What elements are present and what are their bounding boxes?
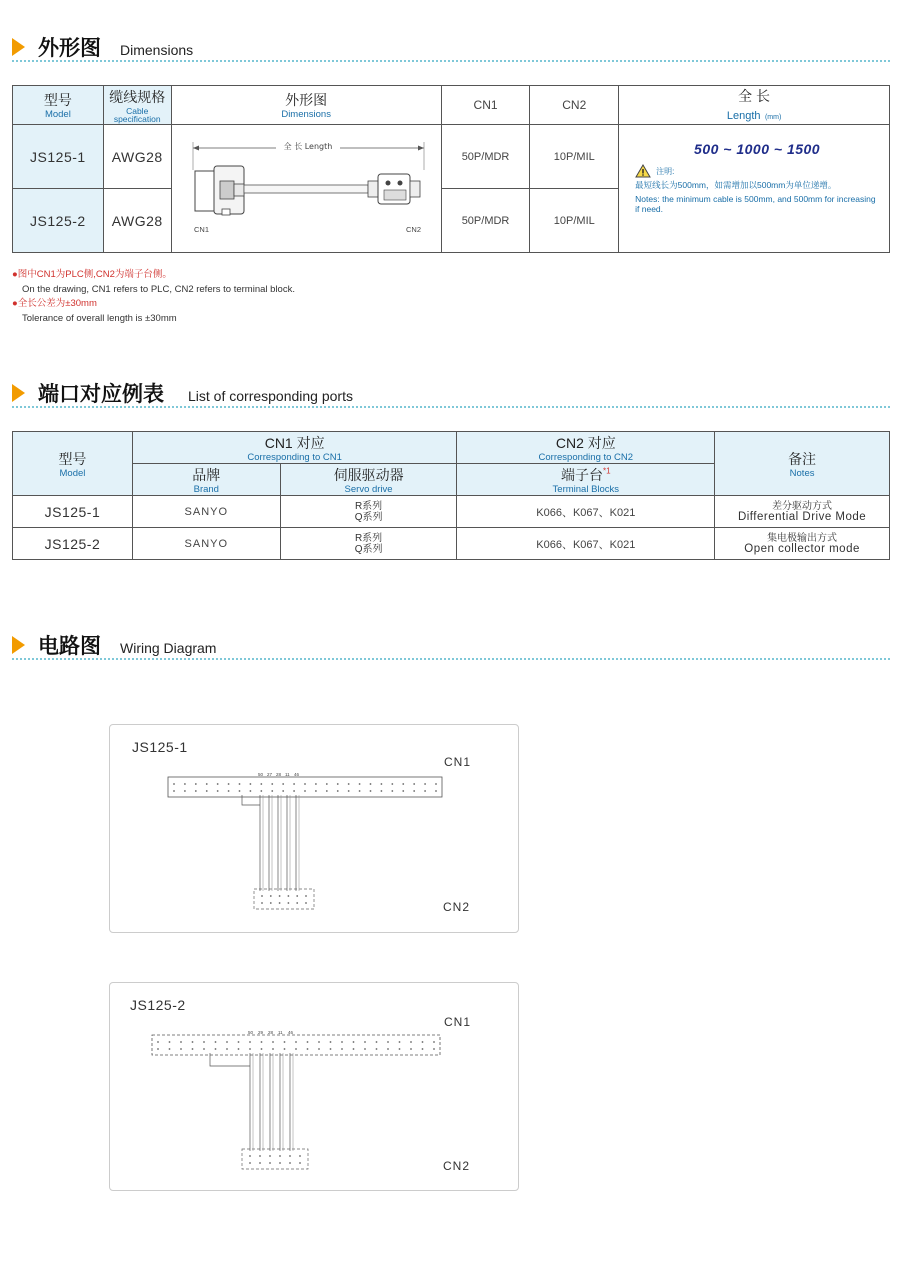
diagram-cn1-label: CN1 — [444, 1015, 472, 1029]
cn1-pin — [370, 783, 372, 785]
pin-number-label: 50 — [258, 772, 264, 777]
diagram-title: JS125-2 — [130, 997, 186, 1013]
cn1-pin-strip — [168, 777, 442, 797]
length-label: 全 长 Length — [283, 141, 332, 151]
length-note-en: Notes: the minimum cable is 500mm, and 500mm for increasing if need. — [635, 194, 876, 214]
section-title-zh: 端口对应例表 — [38, 382, 164, 406]
cn1-pin — [157, 1048, 159, 1050]
section-title-zh: 电路图 — [38, 634, 101, 658]
length-note-zh: 最短线长为500mm，如需增加以500mm为单位递增。 — [635, 180, 837, 190]
cn1-pin — [318, 1041, 320, 1043]
cn1-pin — [364, 1048, 366, 1050]
cn1-pin — [215, 1041, 217, 1043]
cn1-pin — [261, 1048, 263, 1050]
cn1-pin — [180, 1041, 182, 1043]
cn1-pin — [376, 1041, 378, 1043]
cn2-pin — [299, 1155, 301, 1157]
cn1-pin — [239, 790, 241, 792]
ports-header-brand: 品牌 Brand — [132, 464, 280, 496]
cn1-pin — [282, 790, 284, 792]
cn2-pin — [270, 895, 272, 897]
cn1-pin — [348, 790, 350, 792]
cn1-pin — [260, 790, 262, 792]
cn1-pin — [435, 790, 437, 792]
cn1-pin — [215, 1048, 217, 1050]
ports-row1-brand: SANYO — [132, 496, 280, 528]
cn2-label: CN2 — [405, 224, 421, 234]
ports-section-header — [12, 378, 890, 408]
cn1-pin — [433, 1041, 435, 1043]
note2-zh: 全长公差为±30mm — [17, 298, 97, 309]
section-arrow-icon — [12, 384, 25, 402]
cn1-pin — [326, 783, 328, 785]
cn1-pin — [364, 1041, 366, 1043]
cn2-pin — [288, 902, 290, 904]
cn2-connector-drawing — [368, 174, 420, 204]
cn1-pin — [399, 1041, 401, 1043]
cn1-pin — [195, 790, 197, 792]
cn1-pin — [206, 790, 208, 792]
cn1-pin — [422, 1041, 424, 1043]
ports-row2-servo: R系列 Q系列 — [280, 528, 457, 560]
cn1-pin — [410, 1041, 412, 1043]
note1-zh: 图中CN1为PLC侧,CN2为端子台侧。 — [17, 269, 172, 280]
cn1-pin — [226, 1048, 228, 1050]
cn1-pin — [271, 783, 273, 785]
cn1-pin — [307, 1048, 309, 1050]
cn2-pin — [259, 1155, 261, 1157]
cn2-pin — [259, 1162, 261, 1164]
ports-row2-note: 集电极输出方式 Open collector mode — [715, 528, 890, 560]
cn1-pin — [399, 1048, 401, 1050]
cn1-connector-drawing — [195, 166, 244, 215]
cn2-pin — [279, 1162, 281, 1164]
cn1-pin — [271, 790, 273, 792]
ports-row — [13, 496, 890, 528]
wiring-svg — [110, 725, 520, 934]
cn2-pin — [249, 1162, 251, 1164]
cn2-pin — [269, 1155, 271, 1157]
cn1-pin — [157, 1041, 159, 1043]
cn1-pin — [391, 790, 393, 792]
cn2-pin — [279, 1155, 281, 1157]
cn1-pin — [376, 1048, 378, 1050]
cn2-pin — [270, 902, 272, 904]
diagram-cn2-label: CN2 — [443, 1159, 471, 1173]
cn1-pin — [295, 1041, 297, 1043]
pin-number-label: 28 — [268, 1030, 274, 1035]
cable-drawing — [172, 126, 441, 252]
cn2-pin — [305, 902, 307, 904]
pin-number-label: 27 — [267, 772, 273, 777]
cn1-pin — [370, 790, 372, 792]
cn1-pin — [402, 783, 404, 785]
cn1-pin — [353, 1048, 355, 1050]
cn1-pin — [238, 1041, 240, 1043]
ports-row2-tb: K066、K067、K021 — [457, 528, 715, 560]
cn1-pin — [203, 1048, 205, 1050]
row2-cn2: 10P/MIL — [530, 189, 619, 253]
cn1-pin — [348, 783, 350, 785]
cn1-pin — [413, 783, 415, 785]
row1-cn1: 50P/MDR — [441, 125, 530, 189]
ports-table — [12, 431, 890, 560]
cn1-pin — [337, 790, 339, 792]
cn1-pin — [195, 783, 197, 785]
ports-row1-servo: R系列 Q系列 — [280, 496, 457, 528]
cn1-pin — [261, 1041, 263, 1043]
cn1-pin — [180, 1048, 182, 1050]
diagram-title: JS125-1 — [132, 739, 188, 755]
cn1-pin — [206, 783, 208, 785]
cn1-pin — [272, 1041, 274, 1043]
header-cn1: CN1 — [441, 86, 530, 125]
cn1-pin — [330, 1048, 332, 1050]
row2-model: JS125-2 — [13, 189, 104, 253]
cn2-pin — [288, 895, 290, 897]
cn1-label: CN1 — [193, 224, 209, 234]
pin-number-label: 46 — [288, 1030, 294, 1035]
cn2-pin — [299, 1162, 301, 1164]
cn1-pin — [424, 790, 426, 792]
dimension-drawing-cell — [171, 125, 441, 253]
section-title-en: Dimensions — [120, 42, 194, 58]
ports-header-cn1: CN1 对应 Corresponding to CN1 — [132, 432, 457, 464]
cn1-pin — [293, 783, 295, 785]
header-cn2: CN2 — [530, 86, 619, 125]
cn1-pin — [217, 790, 219, 792]
cn1-pin — [387, 1048, 389, 1050]
cn1-pin — [226, 1041, 228, 1043]
cn1-pin — [184, 790, 186, 792]
header-dimensions: 外形图 Dimensions — [171, 86, 441, 125]
section-title-en: Wiring Diagram — [120, 640, 217, 656]
cn2-pin — [296, 902, 298, 904]
ports-row2-model: JS125-2 — [13, 528, 133, 560]
section-arrow-icon — [12, 38, 25, 56]
pin-number-label: 28 — [276, 772, 282, 777]
pin-number-label: 11 — [278, 1030, 283, 1035]
cn2-pin — [305, 895, 307, 897]
cn1-pin — [433, 1048, 435, 1050]
cn1-pin — [304, 783, 306, 785]
cn2-pin-strip — [254, 889, 314, 909]
diagram-cn2-label: CN2 — [443, 900, 471, 914]
cn1-pin — [284, 1048, 286, 1050]
cn1-pin — [381, 790, 383, 792]
ports-row2-brand: SANYO — [132, 528, 280, 560]
ports-header-servo: 伺服驱动器 Servo drive — [280, 464, 457, 496]
cn1-pin-strip — [152, 1035, 440, 1055]
pin-number-label: 29 — [258, 1030, 264, 1035]
section-title-zh: 外形图 — [38, 36, 101, 60]
diagram-cn1-label: CN1 — [444, 755, 472, 769]
cn1-pin — [239, 783, 241, 785]
ports-header-cn2: CN2 对应 Corresponding to CN2 — [457, 432, 715, 464]
cn1-pin — [341, 1041, 343, 1043]
cn1-pin — [192, 1048, 194, 1050]
cn1-pin — [250, 790, 252, 792]
cn1-pin — [315, 783, 317, 785]
cn1-pin — [353, 1041, 355, 1043]
ports-header-terminal: 端子台$^{*1}$ Terminal Blocks — [457, 464, 715, 496]
cn1-pin — [424, 783, 426, 785]
dimensions-section-header — [12, 32, 890, 62]
cn1-pin — [173, 790, 175, 792]
cn1-pin — [341, 1048, 343, 1050]
cn1-pin — [315, 790, 317, 792]
length-values: 500 ~ 1000 ~ 1500 — [694, 141, 821, 157]
cn1-pin — [307, 1041, 309, 1043]
cn1-pin — [169, 1048, 171, 1050]
row2-cn1: 50P/MDR — [441, 189, 530, 253]
header-cable: 缆线规格 Cable specification — [103, 86, 171, 125]
pin-number-label: 11 — [285, 772, 290, 777]
row1-cable: AWG28 — [103, 125, 171, 189]
cn1-pin — [184, 783, 186, 785]
cn2-pin — [269, 1162, 271, 1164]
cn1-pin — [282, 783, 284, 785]
cn2-pin — [261, 902, 263, 904]
cn1-pin — [272, 1048, 274, 1050]
cn2-pin — [296, 895, 298, 897]
dimensions-table — [12, 85, 890, 253]
cn2-pin-strip — [242, 1149, 308, 1169]
ports-row1-model: JS125-1 — [13, 496, 133, 528]
cn1-pin — [173, 783, 175, 785]
cn1-pin — [249, 1048, 251, 1050]
length-note-label: 注明: — [656, 166, 675, 176]
pin-number-label: 46 — [294, 772, 300, 777]
wiring-diagram-js125-2 — [109, 982, 519, 1191]
cn2-pin — [289, 1155, 291, 1157]
cn1-pin — [381, 783, 383, 785]
cn1-pin — [337, 783, 339, 785]
cn1-pin — [238, 1048, 240, 1050]
cn1-pin — [228, 790, 230, 792]
cn1-pin — [413, 790, 415, 792]
section-arrow-icon — [12, 636, 25, 654]
cn1-pin — [250, 783, 252, 785]
length-cell — [619, 125, 890, 253]
pin-number-label: 50 — [248, 1030, 254, 1035]
cn1-pin — [359, 790, 361, 792]
cn1-pin — [387, 1041, 389, 1043]
header-model: 型号 Model — [13, 86, 104, 125]
wiring-diagram-js125-1 — [109, 724, 519, 933]
row1-cn2: 10P/MIL — [530, 125, 619, 189]
cn2-pin — [279, 895, 281, 897]
note2-en: Tolerance of overall length is ±30mm — [22, 312, 177, 324]
dimension-notes: ●图中CN1为PLC侧,CN2为端子台侧。 On the drawing, CN1 refers to PLC, CN2 refers to terminal block. ●全长公差为±30mm Tolerance of overall length is ±30mm — [12, 268, 295, 326]
ports-row1-tb: K066、K067、K021 — [457, 496, 715, 528]
cn1-pin — [318, 1048, 320, 1050]
cn1-pin — [326, 790, 328, 792]
cn1-pin — [293, 790, 295, 792]
cn1-pin — [169, 1041, 171, 1043]
cn1-pin — [330, 1041, 332, 1043]
cn2-pin — [279, 902, 281, 904]
cn1-pin — [402, 790, 404, 792]
cn1-pin — [284, 1041, 286, 1043]
header-length: 全 长 Length (mm) — [619, 86, 890, 125]
cn1-pin — [435, 783, 437, 785]
cn1-pin — [410, 1048, 412, 1050]
warning-icon — [635, 164, 651, 178]
section-title-en: List of corresponding ports — [188, 388, 353, 404]
ports-header-notes: 备注 Notes — [715, 432, 890, 496]
ports-row — [13, 528, 890, 560]
cn1-pin — [217, 783, 219, 785]
cn1-pin — [295, 1048, 297, 1050]
row2-cable: AWG28 — [103, 189, 171, 253]
cn1-pin — [249, 1041, 251, 1043]
cn1-pin — [422, 1048, 424, 1050]
cn1-pin — [192, 1041, 194, 1043]
cn1-pin — [203, 1041, 205, 1043]
ports-row1-note: 差分驱动方式 Differential Drive Mode — [715, 496, 890, 528]
cn1-pin — [359, 783, 361, 785]
row1-model: JS125-1 — [13, 125, 104, 189]
cn1-pin — [260, 783, 262, 785]
wiring-svg — [110, 983, 520, 1192]
cn2-pin — [289, 1162, 291, 1164]
wiring-section-header — [12, 630, 890, 660]
cn1-pin — [304, 790, 306, 792]
cn2-pin — [261, 895, 263, 897]
cn1-pin — [228, 783, 230, 785]
cn1-pin — [391, 783, 393, 785]
note1-en: On the drawing, CN1 refers to PLC, CN2 refers to terminal block. — [22, 283, 295, 295]
cn2-pin — [249, 1155, 251, 1157]
ports-header-model: 型号 Model — [13, 432, 133, 496]
